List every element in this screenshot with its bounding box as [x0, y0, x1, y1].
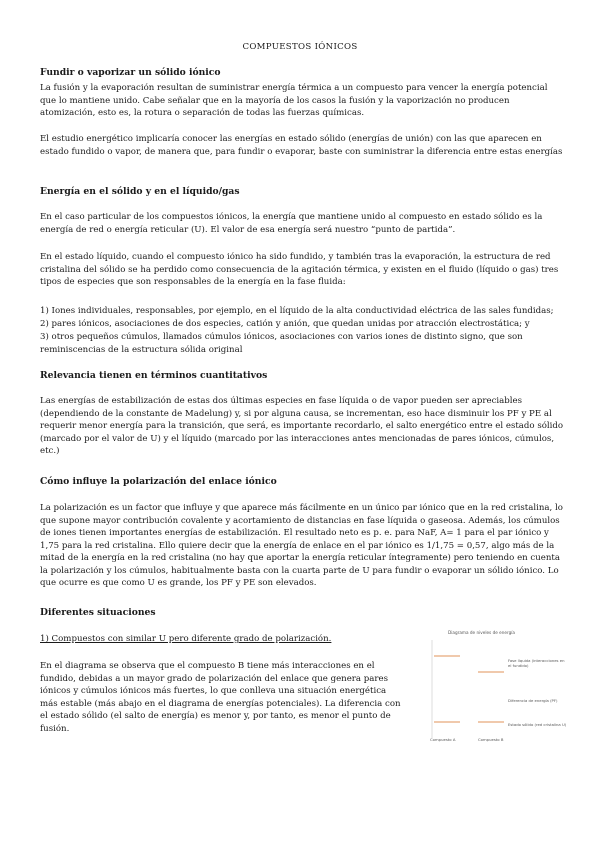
list-item-cumulos: 3) otros pequeños cúmulos, llamados cúmulos iónicos, asociaciones con varios iones de distinto signo, que son reminiscencias de la estructura sólida original — [40, 332, 523, 355]
paragraph-fusion: La fusión y la evaporación resultan de suministrar energía térmica a un compuesto para vencer la energía potencial que lo mantiene unido. Cabe señalar que en la mayoría de los casos la fusión y la vaporización no producen atomización, esto es, la rotura o separación de todas las fuerzas químicas. — [40, 83, 548, 118]
heading-fundir: Fundir o vaporizar un sólido iónico — [40, 67, 221, 78]
heading-polarizacion: Cómo influye la polarización del enlace iónico — [40, 476, 277, 487]
paragraph-relevancia: Las energías de estabilización de estas dos últimas especies en fase líquida o de vapor pueden ser apreciables (dependiendo de la constante de Madelung) y, si por alguna causa, se incrementan, eso hace disminuir los PF y PE al requerir menor energía para la transición, que será, es importante recordarlo, el salto energético entre el estado sólido (marcado por el valor de U) y el líquido (marcado por las interacciones antes mencionadas de pares iónicos, cúmulos, etc.) — [40, 396, 564, 456]
heading-energia: Energía en el sólido y en el líquido/gas — [40, 186, 240, 197]
heading-situaciones: Diferentes situaciones — [40, 607, 156, 618]
label-difference: Diferencia de energía (PF) — [508, 698, 558, 703]
diagram-caption: Diagrama de niveles de energía — [448, 630, 515, 635]
paragraph-energia-red: En el caso particular de los compuestos iónicos, la energía que mantiene unido al compuesto en estado sólido es la energía de red o energía reticular (U). El valor de esa energía será nuestro “punto de partida”. — [40, 212, 543, 235]
list-item-iones: 1) Iones individuales, responsables, por ejemplo, en el líquido de la alta conductividad eléctrica de las sales fundidas; — [40, 306, 554, 316]
label-compuesto-a: Compuesto A — [430, 737, 456, 742]
label-solid: Estado sólido (red cristalina U) — [508, 722, 567, 727]
paragraph-diagrama: En el diagrama se observa que el compuesto B tiene más interacciones en el fundido, debidas a un mayor grado de polarización del enlace que genera pares iónicos y cúmulos iónicos más fuertes, lo que conlleva una situación energética más estable (más abajo en el diagrama de energías potenciales). La diferencia con el estado sólido (el salto de energía) es menor y, por tanto, es menor el punto de fusión. — [40, 661, 401, 734]
page-title: COMPUESTOS IÓNICOS — [242, 42, 358, 52]
paragraph-estado-liquido: En el estado líquido, cuando el compuesto iónico ha sido fundido, y también tras la evaporación, la estructura de red cristalina del sólido se ha perdido como consecuencia de la agitación térmica, y existen en el fluido (líquido o gas) tres tipos de especies que son responsables de la energía en la fase fluida: — [40, 252, 559, 287]
energy-diagram-graphic — [420, 626, 570, 746]
paragraph-estudio: El estudio energético implicaría conocer las energías en estado sólido (energías de unión) con las que aparecen en estado fundido o vapor, de manera que, para fundir o evaporar, baste con suministrar la diferencia entre estas energías — [40, 134, 563, 157]
label-compuesto-b: Compuesto B — [478, 737, 504, 742]
heading-relevancia: Relevancia tienen en términos cuantitativos — [40, 370, 268, 381]
energy-level-diagram — [420, 626, 570, 746]
paragraph-polarizacion: La polarización es un factor que influye y que aparece más fácilmente en un único par iónico que en la red cristalina, lo que supone mayor contribución covalente y acortamiento de distancias en fase líquida o gaseosa. Además, los cúmulos de iones tienen importantes energías de estabilización. El resultado neto es p. e. para NaF, A= 1 para el par iónico y 1,75 para la red cristalina. Ello quiere decir que la energía de enlace en el par iónico es 1/1,75 = 0,57, algo más de la mitad de la energía en la red cristalina (no hay que aportar la energía reticular íntegramente) pero teniendo en cuenta la polarización y los cúmulos, habitualmente basta con la cuarta parte de U para fundir o evaporar un sólido iónico. Lo que ocurre es que como U es grande, los PF y PE son elevados. — [40, 503, 563, 588]
subheading-compuestos: 1) Compuestos con similar U pero diferente grado de polarización. — [40, 634, 332, 644]
label-liquid: Fase líquida (interacciones en el fundido) — [508, 658, 565, 668]
list-item-pares: 2) pares iónicos, asociaciones de dos especies, catión y anión, que quedan unidas por atracción electrostática; y — [40, 319, 530, 329]
